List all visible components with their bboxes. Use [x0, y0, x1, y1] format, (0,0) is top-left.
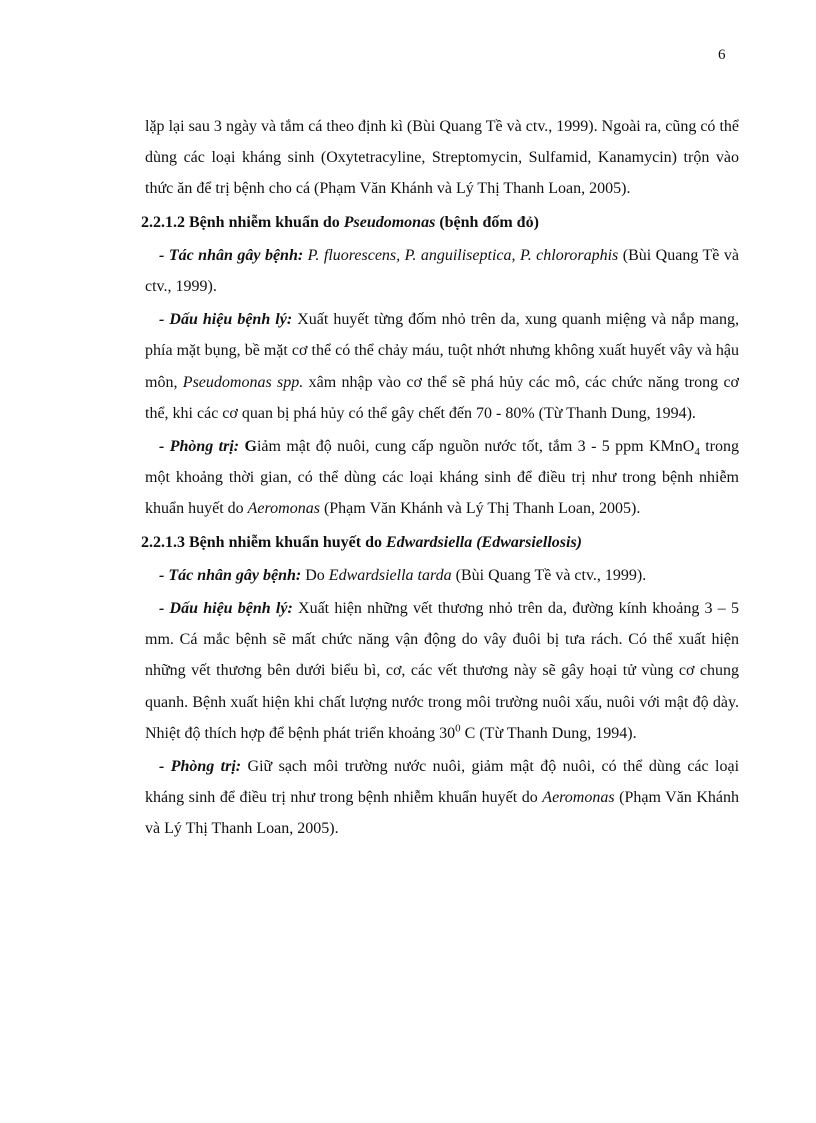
heading-text: 2.2.1.3 Bệnh nhiễm khuẩn huyết do	[141, 533, 386, 551]
body-text: trong một khoảng thời gian, có thể dùng các loại kháng sinh để điều trị như trong bệnh nhiễm khuẩn huyết do	[145, 438, 740, 518]
subscript: 4	[694, 446, 700, 459]
species-italic: Aeromonas	[542, 789, 615, 807]
label-signs: - Dấu hiệu bệnh lý:	[159, 311, 293, 329]
page-number: 6	[718, 47, 726, 63]
body-text: Do	[301, 566, 329, 584]
heading-italic: Pseudomonas	[343, 213, 436, 231]
heading-text: 2.2.1.2 Bệnh nhiễm khuẩn do	[141, 213, 344, 231]
paragraph-agent	[145, 240, 739, 302]
heading-italic: Edwardsiella (Edwarsiellosis)	[385, 533, 582, 551]
superscript: 0	[455, 722, 461, 735]
section-heading-pseudomonas	[141, 207, 739, 238]
label-agent: - Tác nhân gây bệnh:	[159, 566, 302, 584]
label-treatment: - Phòng trị:	[159, 758, 242, 776]
heading-text: (bệnh đốm đỏ)	[435, 213, 539, 231]
species-italic: Pseudomonas spp.	[182, 373, 304, 391]
body-text: (Phạm Văn Khánh và Lý Thị Thanh Loan, 2005).	[319, 500, 641, 518]
label-agent: - Tác nhân gây bệnh:	[159, 246, 304, 264]
body-text: Xuất hiện những vết thương nhỏ trên da, đường kính khoảng 3 – 5 mm. Cá mắc bệnh sẽ mất chức năng vận động do vây đuôi bị tưa rách. Có thể xuất hiện những vết thương bên dưới biểu bì, cơ, các vết thương này sẽ gây hoại tử vùng cơ chung quanh. Bệnh xuất hiện khi chất lượng nước trong môi trường nuôi xấu, nuôi với mật độ dày. Nhiệt độ thích hợp để bệnh phát triển khoảng 30	[145, 600, 739, 742]
document-body	[141, 111, 740, 845]
paragraph-signs	[145, 304, 739, 429]
paragraph-treatment	[145, 431, 739, 525]
paragraph-signs	[145, 593, 739, 749]
species-names: Edwardsiella tarda	[328, 566, 452, 584]
paragraph-agent	[145, 560, 739, 591]
section-heading-edwardsiella	[141, 527, 739, 558]
paragraph-treatment	[145, 751, 739, 845]
label-treatment: - Phòng trị:	[159, 438, 240, 456]
species-italic: Aeromonas	[247, 500, 320, 518]
bold-letter: G	[239, 438, 257, 456]
body-text: iảm mật độ nuôi, cung cấp nguồn nước tốt, tắm 3 - 5 ppm KMnO	[256, 438, 695, 456]
body-text: C (Từ Thanh Dung, 1994).	[460, 724, 637, 742]
continuation-paragraph: lặp lại sau 3 ngày và tắm cá theo định kì (Bùi Quang Tề và ctv., 1999). Ngoài ra, cũng có thể dùng các loại kháng sinh (Oxytetracyline, Streptomycin, Sulfamid, Kanamycin) trộn vào thức ăn để trị bệnh cho cá (Phạm Văn Khánh và Lý Thị Thanh Loan, 2005).	[145, 118, 739, 198]
reference-text: (Bùi Quang Tề và ctv., 1999).	[451, 566, 647, 584]
body-text: Giữ sạch môi trường nước nuôi, giảm mật độ nuôi, có thể dùng các loại kháng sinh để điều trị như trong bệnh nhiễm khuẩn huyết do	[145, 758, 740, 807]
label-signs: - Dấu hiệu bệnh lý:	[159, 600, 293, 618]
body-text: xâm nhập vào cơ thể sẽ phá hủy các mô, các chức năng trong cơ thể, khi các cơ quan bị phá hủy có thể gây chết đến 70 - 80% (Từ Thanh Dung, 1994).	[145, 373, 740, 422]
species-names: P. fluorescens, P. anguiliseptica, P. chlororaphis	[303, 246, 619, 264]
body-text: (Phạm Văn Khánh và Lý Thị Thanh Loan, 2005).	[145, 789, 740, 838]
reference-text: (Bùi Quang Tề và ctv., 1999).	[145, 246, 740, 296]
body-text: Xuất huyết từng đốm nhỏ trên da, xung quanh miệng và nắp mang, phía mặt bụng, bề mặt cơ thể có thể chảy máu, tuột nhớt nhưng không xuất huyết vây và hậu môn,	[145, 311, 739, 391]
